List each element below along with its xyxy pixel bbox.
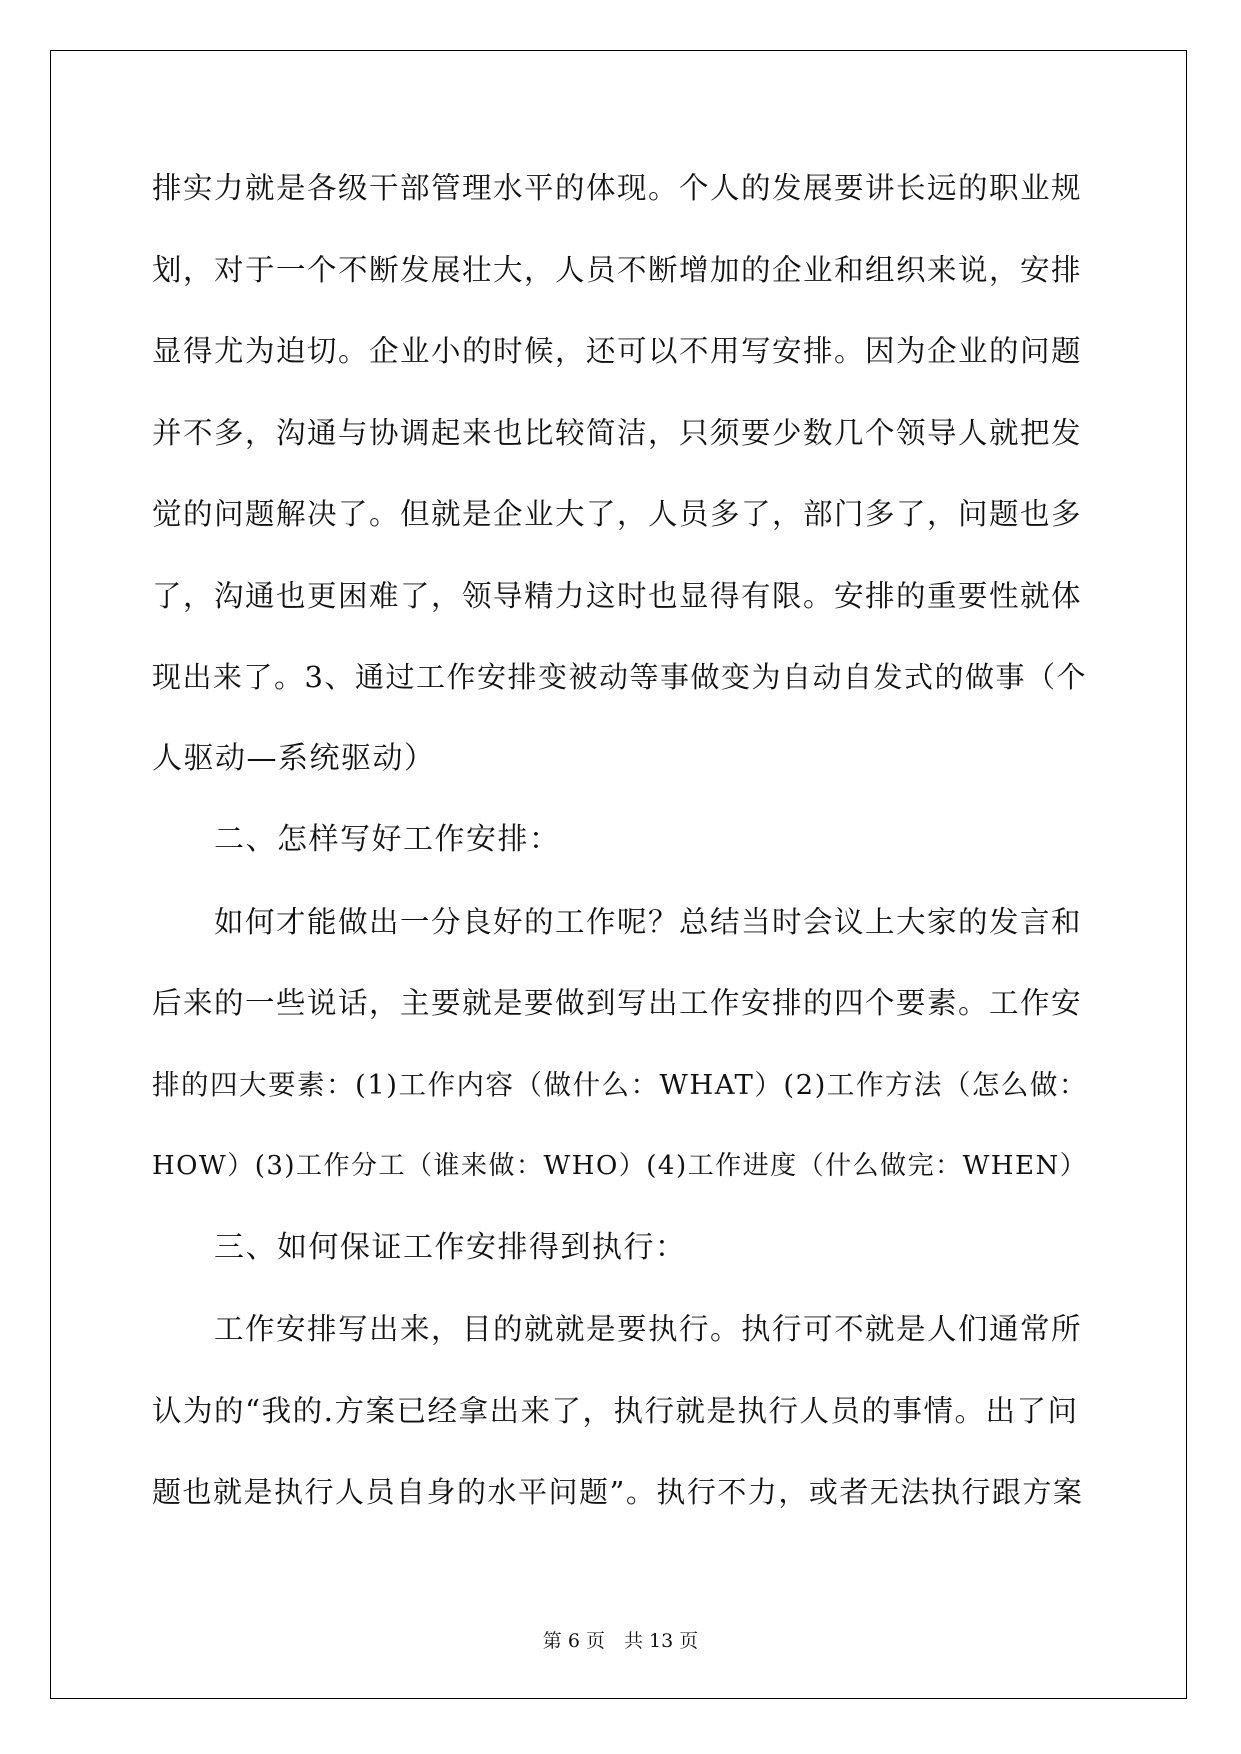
text-line: 划，对于一个不断发展壮大，人员不断增加的企业和组织来说，安排 <box>152 252 1083 287</box>
text-line: 觉的问题解决了。但就是企业大了，人员多了，部门多了，问题也多 <box>152 497 1083 531</box>
text-line: 现出来了。3、通过工作安排变被动等事做变为自动自发式的做事（个 <box>152 660 1087 694</box>
text-line: 排实力就是各级干部管理水平的体现。个人的发展要讲长远的职业规 <box>152 171 1083 205</box>
text-line: 二、怎样写好工作安排： <box>214 822 561 857</box>
page-footer: 第 6 页 共 13 页 <box>542 1630 699 1652</box>
text-line: HOW）(3)工作分工（谁来做：WHO）(4)工作进度（什么做完：WHEN） <box>152 1151 1088 1181</box>
text-line: 排的四大要素：(1)工作内容（做什么：WHAT）(2)工作方法（怎么做： <box>152 1068 1088 1101</box>
text-line: 工作安排写出来，目的就就是要执行。执行可不就是人们通常所 <box>214 1312 1083 1346</box>
text-line: 题也就是执行人员自身的水平问题”。执行不力，或者无法执行跟方案 <box>152 1475 1084 1509</box>
text-line: 如何才能做出一分良好的工作呢？总结当时会议上大家的发言和 <box>214 904 1083 939</box>
text-line: 了，沟通也更困难了，领导精力这时也显得有限。安排的重要性就体 <box>152 578 1083 613</box>
text-line: 认为的“我的.方案已经拿出来了，执行就是执行人员的事情。出了问 <box>152 1393 1079 1428</box>
text-line: 并不多，沟通与协调起来也比较简洁，只须要少数几个领导人就把发 <box>152 415 1083 450</box>
text-line: 人驱动—系统驱动） <box>152 740 436 776</box>
text-line: 后来的一些说话，主要就是要做到写出工作安排的四个要素。工作安 <box>152 986 1083 1020</box>
document-body <box>152 158 1092 1544</box>
text-line: 三、如何保证工作安排得到执行： <box>214 1229 687 1265</box>
text-line: 显得尤为迫切。企业小的时候，还可以不用写安排。因为企业的问题 <box>152 334 1083 368</box>
